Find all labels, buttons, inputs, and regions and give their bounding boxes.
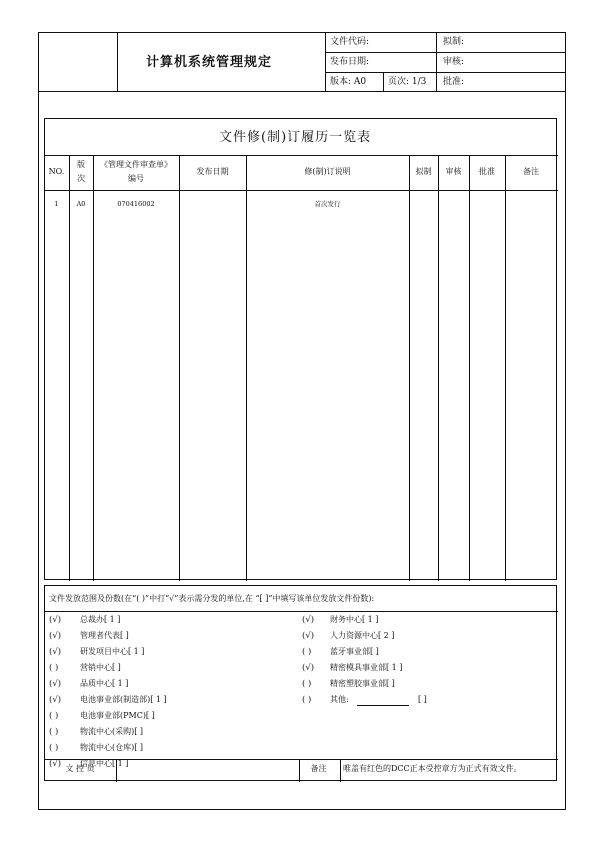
header-block bbox=[38, 32, 566, 92]
dist-left-9-check: ( ) bbox=[49, 743, 59, 753]
row-1-no: 1 bbox=[54, 200, 59, 208]
dist-right-3-check: ( ) bbox=[302, 647, 312, 657]
dist-right-2-check: (√) bbox=[302, 631, 315, 641]
other-bracket: [ ] bbox=[418, 695, 427, 704]
dist-left-2-label: 管理者代表[ ] bbox=[80, 631, 129, 640]
dist-left-4-label: 营销中心[ ] bbox=[80, 663, 121, 672]
drafted-label: 拟制: bbox=[443, 37, 465, 47]
col-header-remarks: 备注 bbox=[523, 167, 539, 176]
dist-left-6-label: 电池事业部(制造部)[ 1 ] bbox=[80, 695, 167, 704]
col-header-version-line2: 次 bbox=[77, 174, 85, 183]
dist-left-8-check: ( ) bbox=[49, 727, 59, 737]
dist-right-5-check: ( ) bbox=[302, 679, 312, 689]
dist-left-1-check: (√) bbox=[49, 615, 62, 625]
dist-left-5-label: 品质中心[ 1 ] bbox=[80, 679, 129, 688]
distribution-instruction: 文件发放范围及份数(在“( )”中打“√”表示需分发的单位,在 “[ ]”中填写该单位发放文件份数): bbox=[49, 594, 375, 603]
dist-right-5-label: 精密塑胶事业部[ ] bbox=[330, 679, 395, 688]
dist-right-1-check: (√) bbox=[302, 615, 315, 625]
footer-remarks-label: 备注 bbox=[310, 764, 327, 773]
controller-label: 文 控 员 bbox=[65, 764, 95, 773]
col-header-drafted: 拟制 bbox=[415, 167, 432, 176]
dist-left-4-check: ( ) bbox=[49, 663, 59, 673]
dist-right-6-check: ( ) bbox=[302, 695, 312, 705]
review-label: 审核: bbox=[443, 57, 465, 67]
dist-left-3-label: 研发项目中心[ 1 ] bbox=[80, 647, 145, 656]
document-title: 计算机系统管理规定 bbox=[146, 55, 273, 70]
col-header-no: NO. bbox=[48, 167, 65, 176]
footer-note: 唯盖有红色的DCC正本受控章方为正式有效文件。 bbox=[343, 764, 522, 773]
version-label: 版本: A0 bbox=[330, 77, 367, 87]
col-header-version-line1: 版 bbox=[77, 160, 85, 169]
dist-right-4-label: 精密模具事业部[ 1 ] bbox=[330, 663, 403, 672]
dist-right-3-label: 蓝牙事业部[ ] bbox=[330, 647, 379, 656]
row-1-version: A0 bbox=[76, 200, 86, 208]
col-header-docno-line2: 编号 bbox=[128, 174, 144, 183]
dist-left-9-label: 物流中心(仓库)[ ] bbox=[80, 743, 144, 752]
col-header-release-date: 发布日期 bbox=[196, 167, 229, 176]
dist-left-10-label: 信息中心[ 1 ] bbox=[80, 759, 129, 768]
page-label: 页次: 1/3 bbox=[388, 77, 427, 87]
dist-left-5-check: (√) bbox=[49, 679, 62, 689]
dist-left-2-check: (√) bbox=[49, 631, 62, 641]
revision-table-title: 文件修(制)订履历一览表 bbox=[219, 130, 372, 145]
revision-table bbox=[44, 118, 557, 580]
dist-left-10-check: (√) bbox=[49, 759, 62, 769]
dist-left-7-check: ( ) bbox=[49, 711, 59, 721]
col-header-reviewed: 审核 bbox=[445, 167, 462, 176]
col-header-docno-line1: 《管理文件审查单》 bbox=[100, 160, 172, 169]
col-header-description: 修(制)订说明 bbox=[304, 167, 351, 176]
release-date-label: 发布日期: bbox=[330, 57, 370, 67]
dist-left-3-check: (√) bbox=[49, 647, 62, 657]
doc-code-label: 文件代码: bbox=[330, 37, 370, 47]
approve-label: 批准: bbox=[443, 77, 465, 87]
other-underline bbox=[357, 705, 409, 706]
dist-left-1-label: 总裁办[ 1 ] bbox=[80, 615, 121, 624]
dist-right-1-label: 财务中心[ 1 ] bbox=[330, 615, 379, 624]
dist-right-2-label: 人力资源中心[ 2 ] bbox=[330, 631, 395, 640]
dist-left-6-check: (√) bbox=[49, 695, 62, 705]
dist-left-8-label: 物流中心(采购)[ ] bbox=[80, 727, 144, 736]
dist-right-6-label: 其他: bbox=[330, 695, 349, 704]
dist-right-4-check: (√) bbox=[302, 663, 315, 673]
row-1-description: 首次发行 bbox=[314, 200, 341, 208]
row-1-docno: 070416002 bbox=[117, 200, 155, 208]
col-header-approved: 批准 bbox=[479, 167, 495, 176]
dist-left-7-label: 电池事业部(PMC)[ ] bbox=[80, 711, 155, 720]
